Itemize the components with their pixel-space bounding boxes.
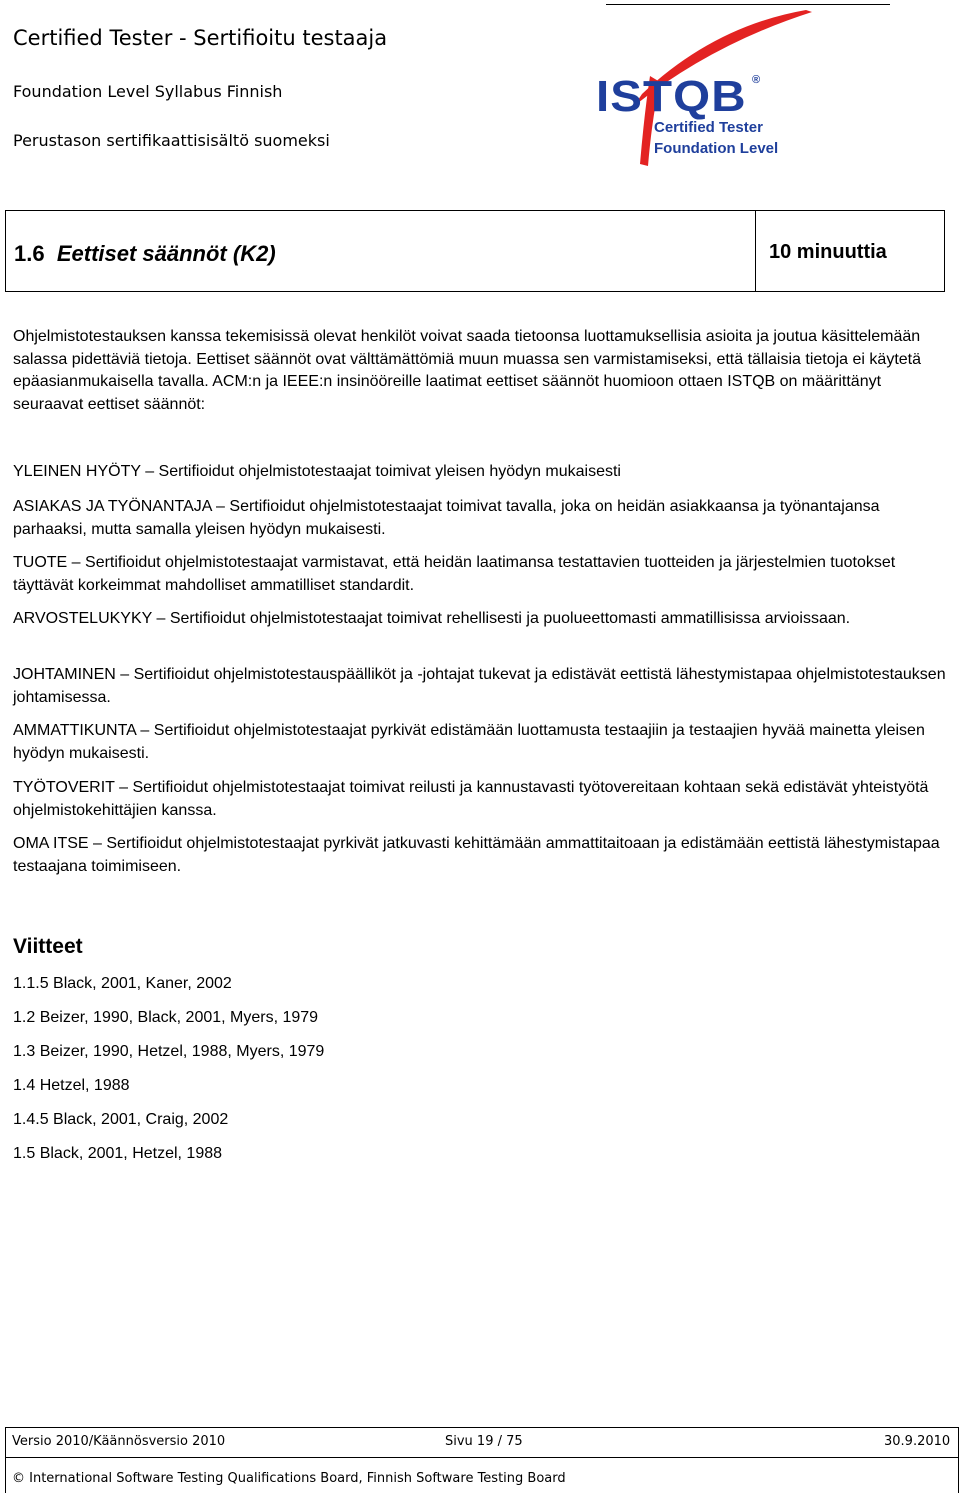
rule-text: Sertifioidut ohjelmistotestaajat toimivat tavalla, joka on heidän asiakkaansa ja työnantajansa parhaaksi, mutta samalla yleisen hyödyn mukaisesti. [13, 498, 880, 538]
rule-term: OMA ITSE [13, 835, 89, 852]
rule-term: ARVOSTELUKYKY [13, 610, 153, 627]
rule-text: Sertifioidut ohjelmistotestaajat toimivat rehellisesti ja puolueettomasti ammatillisissa arvioissaan. [169, 610, 851, 627]
footer-date: 30.9.2010 [884, 1434, 951, 1449]
footer-page-number: Sivu 19 / 75 [445, 1434, 523, 1449]
reference-item: 1.4.5 Black, 2001, Craig, 2002 [13, 1111, 229, 1128]
rule-term: ASIAKAS JA TYÖNANTAJA [13, 498, 212, 515]
reference-item: 1.5 Black, 2001, Hetzel, 1988 [13, 1145, 223, 1162]
references-heading: Viitteet [13, 935, 83, 958]
footer-copyright: © International Software Testing Qualifications Board, Finnish Software Testing Board [12, 1471, 566, 1486]
rule-paragraph: ARVOSTELUKYKY – Sertifioidut ohjelmistotestaajat toimivat rehellisesti ja puolueettomasti ammatillisissa arvioissaan. [13, 610, 851, 627]
syllabus-name: Foundation Level Syllabus Finnish [13, 82, 283, 101]
reference-item: 1.1.5 Black, 2001, Kaner, 2002 [13, 975, 232, 992]
rule-text: Sertifioidut ohjelmistotestaajat toimivat yleisen hyödyn mukaisesti [158, 463, 621, 480]
syllabus-name-finnish: Perustason sertifikaattisisältö suomeksi [13, 131, 330, 150]
rule-paragraph: ASIAKAS JA TYÖNANTAJA – Sertifioidut ohjelmistotestaajat toimivat tavalla, joka on heidän asiakkaansa ja työnantajansa parhaaksi, mutta samalla yleisen hyödyn mukaisesti. [13, 498, 880, 538]
rule-term: JOHTAMINEN [13, 666, 116, 683]
rule-paragraph: YLEINEN HYÖTY – Sertifioidut ohjelmistotestaajat toimivat yleisen hyödyn mukaisesti [13, 463, 621, 480]
rule-text: Sertifioidut ohjelmistotestaajat pyrkivät edistämään luottamusta testaajiin ja testaajien hyvää mainetta yleisen hyödyn mukaisesti. [13, 722, 925, 762]
rule-text: Sertifioidut ohjelmistotestauspäälliköt ja -johtajat tukevat ja edistävät eettistä lähestymistapaa ohjelmistotestauksen johtamisessa. [13, 666, 946, 706]
rule-paragraph: JOHTAMINEN – Sertifioidut ohjelmistotestauspäälliköt ja -johtajat tukevat ja edistävät eettistä lähestymistapaa ohjelmistotestauksen johtamisessa. [13, 666, 946, 706]
section-number: 1.6 [14, 241, 45, 266]
section-title-text: Eettiset säännöt (K2) [56, 241, 276, 266]
reference-item: 1.4 Hetzel, 1988 [13, 1077, 130, 1094]
section-heading-box [5, 210, 945, 292]
rule-paragraph: AMMATTIKUNTA – Sertifioidut ohjelmistotestaajat pyrkivät edistämään luottamusta testaajiin ja testaajien hyvää mainetta yleisen hyödyn mukaisesti. [13, 722, 925, 762]
rule-term: TUOTE [13, 554, 68, 571]
rule-text: Sertifioidut ohjelmistotestaajat toimivat reilusti ja kannustavasti työtovereitaan kohtaan sekä edistävät yhteistyötä ohjelmistokehittäjien kanssa. [13, 779, 929, 819]
header-rule [606, 4, 890, 5]
section-box-divider [755, 211, 756, 291]
reference-item: 1.3 Beizer, 1990, Hetzel, 1988, Myers, 1979 [13, 1043, 325, 1060]
rule-term: TYÖTOVERIT [13, 779, 115, 796]
rule-text: Sertifioidut ohjelmistotestaajat pyrkivät jatkuvasti kehittämään ammattitaitoaan ja edistämään eettistä lähestymistapaa testaajana toimimiseen. [13, 835, 940, 875]
rule-term: YLEINEN HYÖTY [13, 463, 141, 480]
rule-paragraph: TUOTE – Sertifioidut ohjelmistotestaajat varmistavat, että heidän laatimansa testattavien tuotteiden ja järjestelmien tuotokset täyttävät korkeimmat mahdolliset ammatilliset standardit. [13, 554, 896, 594]
footer-version: Versio 2010/Käännösversio 2010 [12, 1434, 226, 1449]
istqb-logo [594, 6, 834, 170]
section-duration: 10 minuuttia [769, 241, 887, 263]
logo-subtitle-level: Foundation Level [654, 140, 779, 157]
logo-wordmark: ISTQB [596, 72, 747, 121]
section-title [14, 241, 276, 267]
reference-item: 1.2 Beizer, 1990, Black, 2001, Myers, 1979 [13, 1009, 319, 1026]
intro-paragraph: Ohjelmistotestauksen kanssa tekemisissä olevat henkilöt voivat saada tietoonsa luottamuksellisia asioita ja joutua käsittelemään salassa pidettäviä tietoja. Eettiset säännöt ovat välttämättömiä muun muassa sen varmistamiseksi, että tällaisia tietoja ei käytetä epäasianmukaisella tavalla. ACM:n ja IEEE:n insinööreille laatimat eettiset säännöt huomioon ottaen ISTQB on määrittänyt seuraavat eettiset säännöt: [13, 328, 921, 413]
rule-term: AMMATTIKUNTA [13, 722, 136, 739]
logo-subtitle-certified: Certified Tester [654, 119, 763, 136]
registered-mark: ® [752, 74, 761, 86]
rule-text: Sertifioidut ohjelmistotestaajat varmistavat, että heidän laatimansa testattavien tuotteiden ja järjestelmien tuotokset täyttävät korkeimmat mahdolliset ammatilliset standardit. [13, 554, 896, 594]
footer-divider [6, 1457, 958, 1458]
document-title: Certified Tester - Sertifioitu testaaja [13, 26, 388, 50]
rule-paragraph: OMA ITSE – Sertifioidut ohjelmistotestaajat pyrkivät jatkuvasti kehittämään ammattitaitoaan ja edistämään eettistä lähestymistapaa testaajana toimimiseen. [13, 835, 940, 875]
rule-paragraph: TYÖTOVERIT – Sertifioidut ohjelmistotestaajat toimivat reilusti ja kannustavasti työtovereitaan kohtaan sekä edistävät yhteistyötä ohjelmistokehittäjien kanssa. [13, 779, 929, 819]
